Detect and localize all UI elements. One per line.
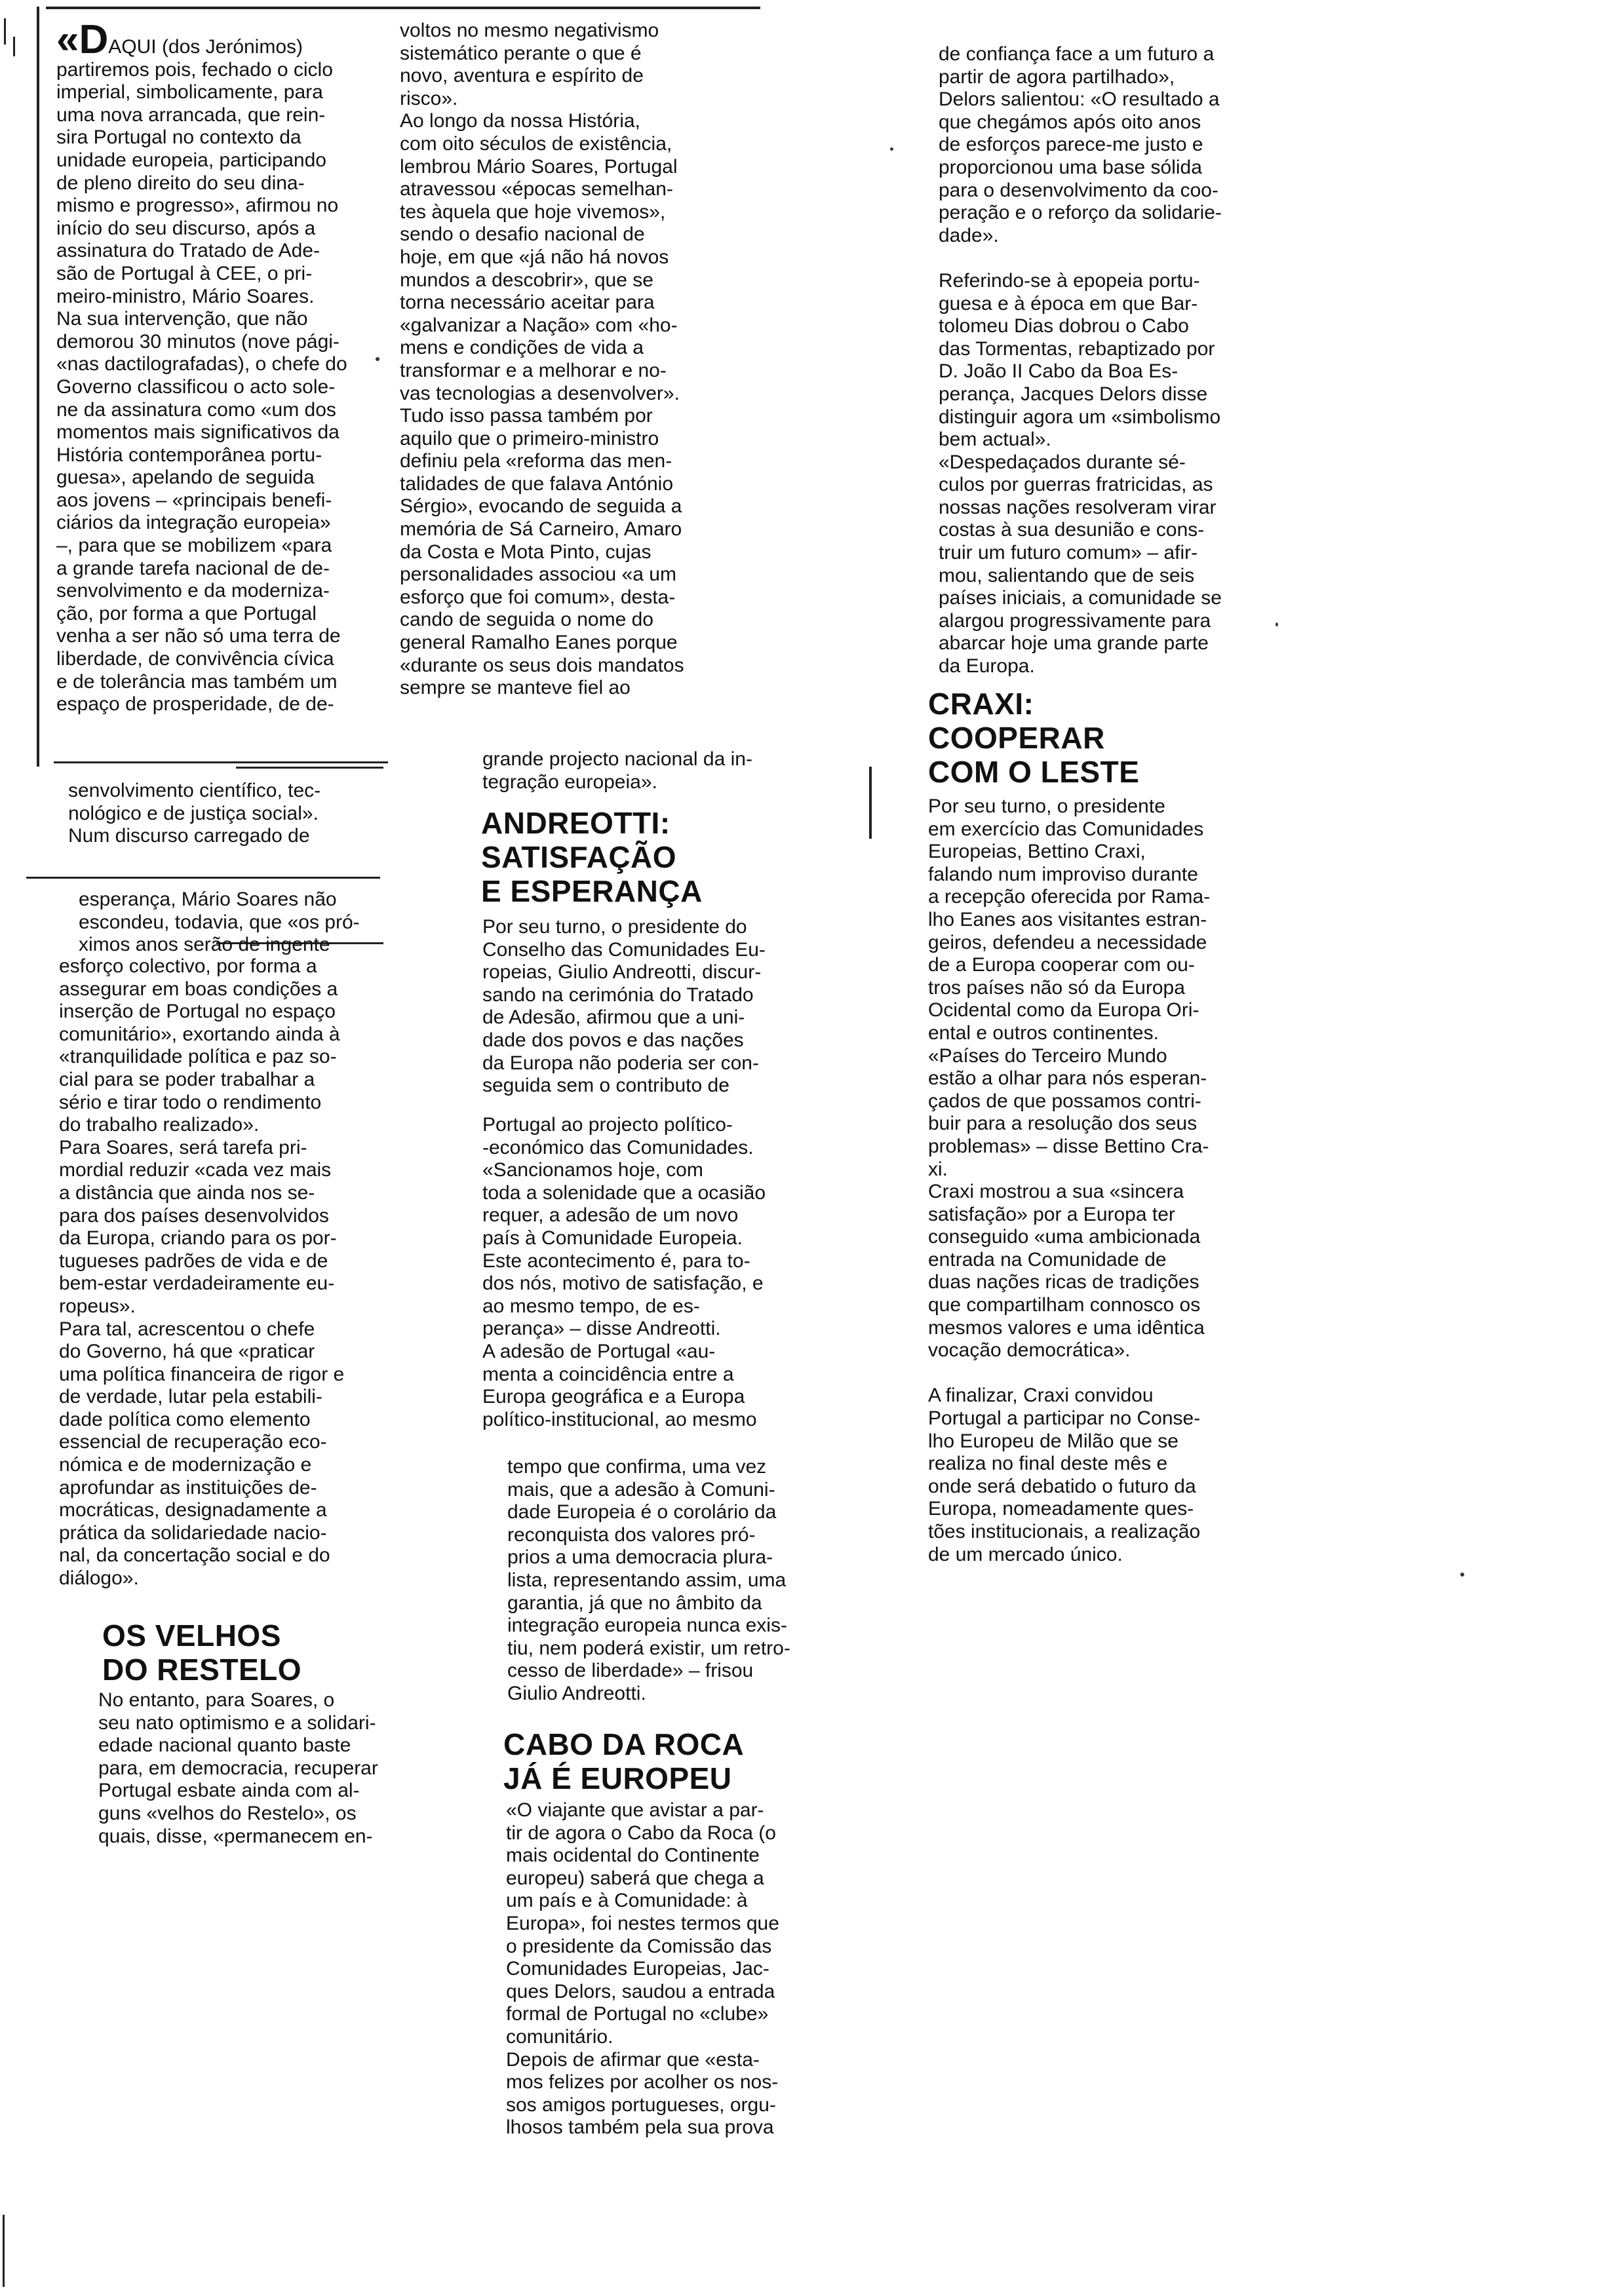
speck bbox=[890, 147, 893, 151]
column-1-fragment-b: senvolvimento científico, tec- nológico e de justiça social». Num discurso carregado de bbox=[68, 780, 321, 847]
andreotti-body: Portugal ao projecto político- -económico das Comunidades. «Sancionamos hoje, com toda a solenidade que a ocasião requer, a adesão de um novo país à Comunidade Europeia. Este acontecimento é, para to- dos nós, motivo de satisfação, e ao mesmo tempo, de es- perança» – disse Andreotti. A adesão de Portugal «au- menta a coincidência entre a Europa geográfica e a Europa político-institucional, ao mesmo bbox=[482, 1114, 766, 1430]
heading-andreotti: ANDREOTTI: SATISFAÇÃO E ESPERANÇA bbox=[481, 806, 703, 908]
column-3-body: de confiança face a um futuro a partir de agora partilhado», Delors salientou: «O resultado a que chegámos após oito anos de esforços parece-me justo e proporcionou uma base sólida para o desenvolvimento da coo- peração e o reforço da solidarie- dade». Referindo-se à epopeia portu- guesa e à época em que Bar- tolomeu Dias dobrou o Cabo das Tormentas, rebaptizado por D. João II Cabo da Boa Es- perança, Jacques Delors disse distinguir agora um «simbolismo bem actual». «Despedaçados durante sé- culos por guerras fratricidas, as nossas nações resolveram virar costas à sua desunião e cons- truir um futuro comum» – afir- mou, salientando que de seis países iniciais, a comunidade se alargou progressivamente para abarcar hoje uma grande parte da Europa. bbox=[939, 43, 1222, 678]
heading-craxi: CRAXI: COOPERAR COM O LESTE bbox=[928, 687, 1140, 789]
left-edge-mark-2 bbox=[13, 37, 15, 56]
fold-rule-3 bbox=[26, 877, 380, 879]
andreotti-intro: Por seu turno, o presidente do Conselho das Comunidades Eu- ropeias, Giulio Andreotti, discur- sando na cerimónia do Tratado de Adesão, afirmou que a uni- dade dos povos e das nações da Europa não poderia ser con- seguida sem o contributo de bbox=[482, 916, 766, 1097]
margin-bar bbox=[3, 2215, 5, 2287]
lead-text: AQUI (dos Jerónimos) partiremos pois, fechado o ciclo imperial, simbolicamente, para uma nova arrancada, que rein- sira Portugal no contexto da unidade europeia, participando de pleno direito do seu dina- mismo e progresso», afirmou no início do seu discurso, após a assinatura do Tratado de Ade- são de Portugal à CEE, o pri- meiro-ministro, Mário Soares. Na sua intervenção, que não demorou 30 minutos (nove pági- «nas dactilografadas), o chefe do Governo classificou o acto sole- ne da assinatura como «um dos momentos mais significativos da História contemporânea portu- guesa», apelando de seguida aos jovens – «principais benefi- ciários da integração europeia» –, para que se mobilizem «para a grande tarefa nacional de de- senvolvimento e da moderniza- ção, por forma a que Portugal venha a ser não só uma terra de liberdade, de convivência cívica e de tolerância mas também um espaço de prosperidade, de de- bbox=[56, 36, 347, 716]
fold-rule-2 bbox=[236, 767, 383, 769]
craxi-body: Por seu turno, o presidente em exercício das Comunidades Europeias, Bettino Craxi, falando num improviso durante a recepção oferecida por Rama- lho Eanes aos visitantes estran- geiros, defendeu a necessidade de a Europa cooperar com ou- tros países não só da Europa Ocidental como da Europa Ori- ental e outros continentes. «Países do Terceiro Mundo estão a olhar para nós esperan- çados de que possamos contri- buir para a resolução dos seus problemas» – disse Bettino Cra- xi. Craxi mostrou a sua «sincera satisfação» por a Europa ter conseguido «uma ambicionada entrada na Comunidade de duas nações ricas de tradições que compartilham connosco os mesmos valores e uma idêntica vocação democrática». A finalizar, Craxi convidou Portugal a participar no Conse- lho Europeu de Milão que se realiza no final deste mês e onde será debatido o futuro da Europa, nomeadamente ques- tões institucionais, a realização de um mercado único. bbox=[928, 795, 1211, 1565]
left-edge-mark bbox=[4, 18, 6, 45]
column-2-body: voltos no mesmo negativismo sistemático perante o que é novo, aventura e espírito de risco». Ao longo da nossa História, com oito séculos de existência, lembrou Mário Soares, Portugal atravessou «épocas semelhan- tes àquela que hoje vivemos», sendo o desafio nacional de hoje, em que «já não há novos mundos a descobrir», que se torna necessário aceitar para «galvanizar a Nação» com «ho- mens e condições de vida a transformar e a melhorar e no- vas tecnologias a desenvolver». Tudo isso passa também por aquilo que o primeiro-ministro definiu pela «reforma das men- talidades de que falava António Sérgio», evocando de seguida a memória de Sá Carneiro, Amaro da Costa e Mota Pinto, cujas personalidades associou «a um esforço que foi comum», desta- cando de seguida o nome do general Ramalho Eanes porque «durante os seus dois mandatos sempre se manteve fiel ao bbox=[400, 20, 684, 699]
heading-velhos-do-restelo: OS VELHOS DO RESTELO bbox=[102, 1618, 302, 1687]
column-1-body: esforço colectivo, por forma a assegurar em boas condições a inserção de Portugal no espaço comunitário», exortando ainda à «tranquilidade política e paz so- cial para se poder trabalhar a sério e tirar todo o rendimento do trabalho realizado». Para Soares, será tarefa pri- mordial reduzir «cada vez mais a distância que ainda nos se- para dos países desenvolvidos da Europa, criando para os por- tugueses padrões de vida e de bem-estar verdadeiramente eu- ropeus». Para tal, acrescentou o chefe do Governo, há que «praticar uma política financeira de rigor e de verdade, lutar pela estabili- dade política como elemento essencial de recuperação eco- nómica e de modernização e aprofundar as instituições de- mocráticas, designadamente a prática da solidariedade nacio- nal, da concertação social e do diálogo». bbox=[59, 955, 345, 1590]
drop-cap: «D bbox=[56, 17, 109, 62]
speck bbox=[1460, 1573, 1464, 1577]
fold-rule-1 bbox=[54, 761, 388, 763]
left-column-rule bbox=[37, 7, 39, 767]
heading-cabo-da-roca: CABO DA ROCA JÁ É EUROPEU bbox=[503, 1727, 745, 1795]
column-1-fragment-c: esperança, Mário Soares não escondeu, todavia, que «os pró- ximos anos serão de ingente bbox=[79, 889, 360, 956]
top-rule bbox=[46, 7, 760, 9]
speck bbox=[376, 357, 379, 361]
andreotti-continuation: tempo que confirma, uma vez mais, que a adesão à Comuni- dade Europeia é o corolário da reconquista dos valores pró- prios a uma democracia plura- lista, representando assim, uma garantia, já que no âmbito da integração europeia nunca exis- tiu, nem poderá existir, um retro- cesso de liberdade» – frisou Giulio Andreotti. bbox=[507, 1456, 790, 1704]
speck bbox=[1275, 622, 1278, 626]
cutout-edge bbox=[869, 767, 872, 839]
delors-body: «O viajante que avistar a par- tir de agora o Cabo da Roca (o mais ocidental do Continente europeu) saberá que chega a um país e à Comunidade: à Europa», foi nestes termos que o presidente da Comissão das Comunidades Europeias, Jac- ques Delors, saudou a entrada formal de Portugal no «clube» comunitário. Depois de afirmar que «esta- mos felizes por acolher os nos- sos amigos portugueses, orgu- lhosos também pela sua prova bbox=[506, 1799, 779, 2139]
column-1-tail: No entanto, para Soares, o seu nato optimismo e a solidari- edade nacional quanto baste para, em democracia, recuperar Portugal esbate ainda com al- guns «velhos do Restelo», os quais, disse, «permanecem en- bbox=[98, 1689, 378, 1847]
column-2-fragment: grande projecto nacional da in- tegração europeia». bbox=[482, 748, 752, 793]
lead-paragraph bbox=[56, 17, 362, 716]
